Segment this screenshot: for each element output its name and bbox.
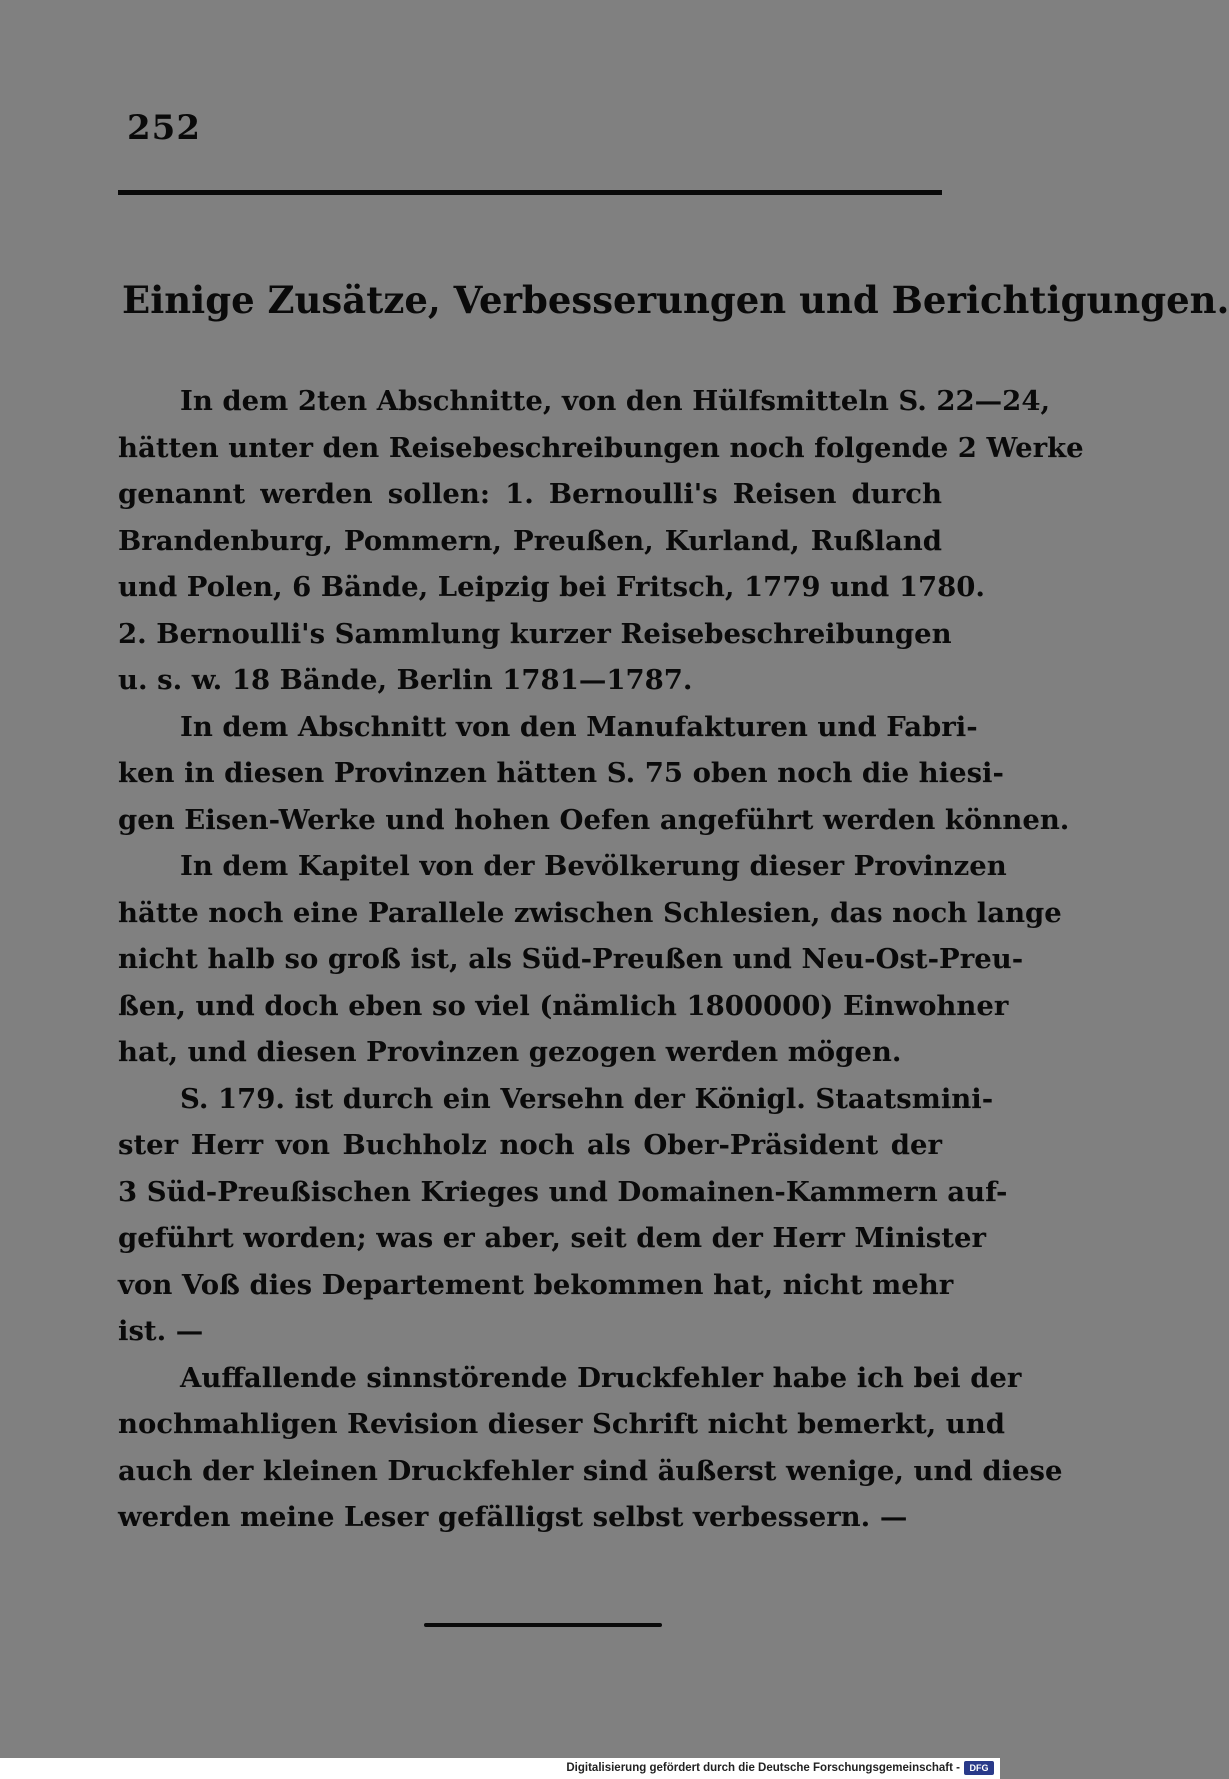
text-line: hätten unter den Reisebeschreibungen noch folgende 2 Werke	[118, 431, 1084, 464]
text-line: genannt werden sollen: 1. Bernoulli's Reisen durch	[118, 478, 942, 510]
closing-rule	[424, 1623, 662, 1627]
header-rule	[118, 190, 942, 195]
text-line: von Voß dies Departement bekommen hat, nicht mehr	[118, 1268, 954, 1301]
text-line: In dem Abschnitt von den Manufakturen und Fabri-	[180, 710, 978, 743]
paragraph-3	[118, 843, 1062, 1076]
text-line: ist. —	[118, 1315, 204, 1347]
text-line: hat, und diesen Provinzen gezogen werden mögen.	[118, 1036, 902, 1068]
text-line: geführt worden; was er aber, seit dem der Herr Minister	[118, 1222, 986, 1254]
text-line: nochmahligen Revision dieser Schrift nicht bemerkt, und	[118, 1408, 1006, 1440]
dfg-logo-icon: DFG	[964, 1761, 994, 1775]
text-line: und Polen, 6 Bände, Leipzig bei Fritsch, 1779 und 1780.	[118, 571, 985, 603]
body-text	[118, 378, 1084, 1541]
text-line: In dem Kapitel von der Bevölkerung dieser Provinzen	[180, 850, 1007, 882]
text-line: gen Eisen-Werke und hohen Oefen angeführt werden können.	[118, 803, 1070, 836]
text-line: Auffallende sinnstörende Druckfehler habe ich bei der	[180, 1361, 1022, 1394]
text-line: ßen, und doch eben so viel (nämlich 1800000) Einwohner	[118, 989, 1009, 1022]
text-line: 2. Bernoulli's Sammlung kurzer Reisebeschreibungen	[118, 617, 952, 650]
text-line: hätte noch eine Parallele zwischen Schlesien, das noch lange	[118, 896, 1062, 929]
text-line: S. 179. ist durch ein Versehn der Königl. Staatsmini-	[180, 1082, 994, 1115]
text-line: In dem 2ten Abschnitte, von den Hülfsmitteln S. 22—24,	[180, 385, 1051, 417]
paragraph-1	[118, 378, 1084, 704]
paragraph-2	[118, 704, 1070, 844]
text-line: u. s. w. 18 Bände, Berlin 1781—1787.	[118, 664, 693, 696]
text-line: 3 Süd-Preußischen Krieges und Domainen-Kammern auf-	[118, 1175, 1008, 1208]
paragraph-4	[118, 1076, 1008, 1355]
text-line: auch der kleinen Druckfehler sind äußerst wenige, und diese	[118, 1454, 1063, 1487]
section-heading: Einige Zusätze, Verbesserungen und Berichtigungen.	[122, 278, 1229, 322]
text-line: nicht halb so groß ist, als Süd-Preußen und Neu-Ost-Preu-	[118, 943, 1024, 975]
paragraph-5	[118, 1355, 1063, 1541]
text-line: ken in diesen Provinzen hätten S. 75 oben noch die hiesi-	[118, 757, 1004, 789]
text-line: ster Herr von Buchholz noch als Ober-Präsident der	[118, 1129, 942, 1161]
text-line: Brandenburg, Pommern, Preußen, Kurland, Rußland	[118, 524, 942, 557]
footer-credit: Digitalisierung gefördert durch die Deutsche Forschungsgemeinschaft -	[566, 1762, 960, 1774]
text-line: werden meine Leser gefälligst selbst verbessern. —	[118, 1501, 908, 1533]
page-number: 252	[127, 108, 201, 148]
